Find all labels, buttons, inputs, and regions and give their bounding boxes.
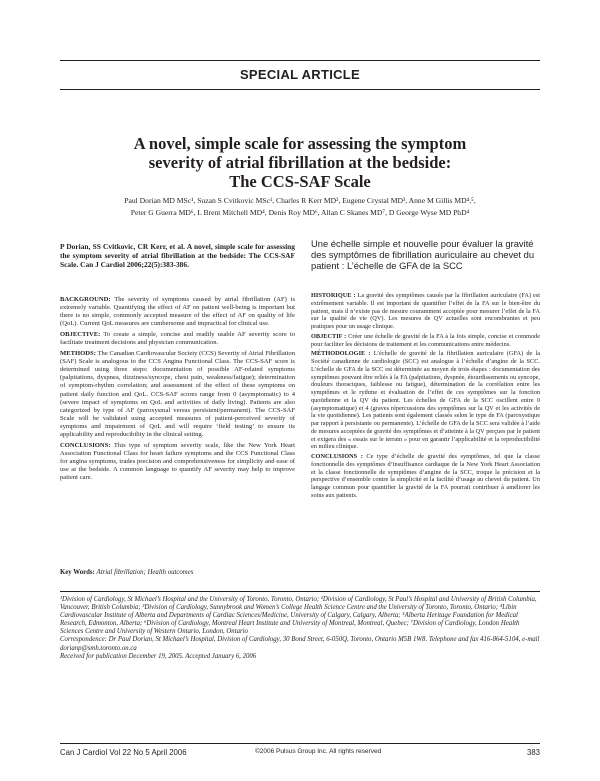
historique-text: La gravité des symptômes causés par la fibrillation auriculaire (FA) est extrêmement variable. Il est important de quantifier l’effet de la FA sur le bien-être du patient, mais il n’existe pas de mesure couramment acceptée pour mesurer l’effet de la FA sur la qualité de vie (QV). Les mesures de QV actuelles sont encombrantes et peu pratiques pour un usage clinique. — [311, 292, 540, 330]
authors-line-1: Paul Dorian MD MSc¹, Suzan S Cvitkovic MSc¹, Charles R Kerr MD², Eugene Crystal MD³, Anne M Gillis MD⁴,⁵, — [124, 196, 476, 205]
article-title — [60, 134, 540, 191]
abstract-background — [60, 296, 295, 328]
journal-reference: Can J Cardiol Vol 22 No 5 April 2006 — [60, 748, 187, 757]
conclusions-text: This type of symptom severity scale, like the New York Heart Association Functional Class for heart failure symptoms and the CCS Functional Class for angina symptoms, trades precision and comprehensiveness for simplicity and ease of use at the bedside. A common language to quantify AF severity may help to improve patient care. — [60, 441, 295, 481]
title-line-1: A novel, simple scale for assessing the symptom — [133, 134, 467, 153]
title-line-2: severity of atrial fibrillation at the bedside: — [148, 153, 452, 172]
abstract-objectif — [311, 333, 540, 349]
conclusions-fr-text: Ce type d’échelle de gravité des symptômes, tel que la classe fonctionnelle des symptômes d’insuffisance cardiaque de la New York Heart Association et la classe fonctionnelle de symptômes d’angine de la SCC, troque la précision et la perspective d’ensemble contre la simplicité et la facilité d’usage au chevet du patient. Un langage commun pour quantifier la gravité de la FA pourrait contribuer à améliorer les soins aux patients. — [311, 453, 541, 499]
abstract-historique — [311, 292, 540, 331]
objectif-heading: OBJECTIF : — [311, 332, 347, 340]
abstract-methodologie — [311, 350, 540, 451]
objective-heading: OBJECTIVE: — [60, 331, 101, 339]
objectif-text: Créer une échelle de gravité de la FA à la fois simple, concise et commode pour faciliter les décisions de traitement et les communications entre médecins. — [311, 332, 540, 348]
title-line-3: The CCS-SAF Scale — [229, 172, 371, 191]
keywords-label: Key Words: — [60, 569, 95, 576]
top-rule — [60, 60, 540, 61]
french-title: Une échelle simple et nouvelle pour évaluer la gravité des symptômes de fibrillation auriculaire au chevet du patient : L’échelle de GFA de la SCC — [311, 238, 535, 271]
objective-text: To create a simple, concise and readily usable AF severity score to facilitate treatment decisions and physician communication. — [60, 331, 296, 347]
background-heading: BACKGROUND: — [60, 296, 111, 303]
footnotes — [60, 596, 540, 661]
methodologie-text: L’échelle de gravité de la fibrillation auriculaire (GFA) de la Société canadienne de cardiologie (SCC) est analogue à l’échelle d’angine de la SCC. L’échelle de GFA de la SCC est déterminée au moyen de trois étapes : documentation des symptômes pouvant être reliés à la FA (palpitations, dyspnée, étourdissements ou syncope, douleurs thoraciques, faiblesse ou fatigue), détermination de la corrélation entre les symptômes et le rythme et évaluation de l’effet de ces symptômes sur la fonction quotidienne et la QV du patient. Les échelles de GFA de la SCC oscillent entre 0 (asymptomatique) et 4 (graves répercussions des symptômes sur la QV et les activités de la vie quotidienne). Les patients sont également classés selon le type de FA (paroxystique par rapport à persistante ou permanente). L’échelle de GFA de la SCC sera validée à l’aide de mesures acceptées de gravité des symptômes et d’atteinte à la QV perçues par le patient et exigera des « essais sur le terrain » pour en garantir l’applicabilité et la reproductibilité en milieu clinique. — [311, 350, 541, 451]
header-rule — [60, 89, 540, 90]
methodologie-heading: MÉTHODOLOGIE : — [311, 350, 371, 358]
methods-heading: METHODS: — [60, 350, 96, 358]
background-text: The severity of symptoms caused by atrial fibrillation (AF) is extremely variable. Quantifying the effect of AF on patient well-being is important but there is no simple, commonly accepted measure of the effect of AF on quality of life (QoL). Current QoL measures are cumbersome and impractical for clinical use. — [60, 296, 296, 328]
historique-heading: HISTORIQUE : — [311, 292, 356, 299]
received-dates: Received for publication December 19, 2005. Accepted January 6, 2006 — [60, 652, 257, 660]
abstract-methods — [60, 350, 295, 439]
keywords-text: Atrial fibrillation; Health outcomes — [96, 569, 194, 576]
abstract-english — [60, 296, 295, 485]
methods-text: The Canadian Cardiovascular Society (CCS) Severity of Atrial Fibrillation (SAF) Scale is analogous to the CCS Angina Functional Class. The CCS-SAF score is determined using three steps: documentation of possible AF-related symptoms (palpitations, dyspnea, dizziness/syncope, chest pain, weakness/fatigue); determination of symptom-rhythm correlation; and assessment of the effect of these symptoms on patient daily function and QoL. CCS-SAF scores range from 0 (asymptomatic) to 4 (severe impact of symptoms on QoL and activities of daily living). Patients are also categorized by type of AF (paroxysmal versus persistent/permanent). The CCS-SAF Scale will be validated using accepted measures of patient-perceived severity of symptoms and impairment of QoL and will require ‘field testing’ to ensure its applicability and reproducibility in the clinical setting. — [60, 350, 295, 438]
section-label: SPECIAL ARTICLE — [239, 67, 361, 82]
correspondence: Correspondence: Dr Paul Dorian, St Michael’s Hospital, Division of Cardiology, 30 Bond Street, 6-050Q, Toronto, Ontario M5B 1W8. Telephone and fax 416-864-5104, e-mail dorianp@smh.toronto.on.ca — [60, 636, 540, 652]
authors-line-2: Peter G Guerra MD⁶, L Brent Mitchell MD⁴, Denis Roy MD⁶, Allan C Skanes MD⁷, D George Wyse MD PhD⁴ — [130, 208, 470, 217]
keywords — [60, 569, 295, 577]
affiliations: ¹Division of Cardiology, St Michael’s Hospital and the University of Toronto, Toronto, Ontario; ²Division of Cardiology, St Paul’s Hospital and University of British Columbia, Vancouver, British Columbia; ³Division of Cardiology, Sunnybrook and Women’s College Health Science Centre and the University of Toronto, Toronto, Ontario; ⁴Libin Cardiovascular Institute of Alberta and Departments of Cardiac Sciences/Medicine, University of Calgary, Calgary, Alberta; ⁵Alberta Heritage Foundation for Medical Research, Edmonton, Alberta; ⁶Division of Cardiology, Montreal Heart Institute and University of Montreal, Montreal, Quebec; ⁷Division of Cardiology, London Health Sciences Centre and University of Western Ontario, London, Ontario — [60, 596, 537, 636]
conclusions-fr-heading: CONCLUSIONS : — [311, 453, 363, 460]
abstract-objective — [60, 331, 295, 347]
conclusions-heading: CONCLUSIONS: — [60, 441, 111, 449]
page-number: 383 — [526, 748, 540, 757]
copyright: ©2006 Pulsus Group Inc. All rights reserved — [255, 748, 382, 755]
abstract-french — [311, 292, 540, 502]
citation: P Dorian, SS Cvitkovic, CR Kerr, et al. A novel, simple scale for assessing the symptom severity of atrial fibrillation at the bedside: The CCS-SAF Scale. Can J Cardiol 2006;22(5):383-386. — [60, 242, 295, 269]
author-list — [60, 195, 540, 219]
abstract-conclusions-fr — [311, 453, 540, 500]
footer-rule — [60, 743, 540, 744]
abstract-conclusions — [60, 442, 295, 482]
footnote-rule — [60, 591, 540, 592]
